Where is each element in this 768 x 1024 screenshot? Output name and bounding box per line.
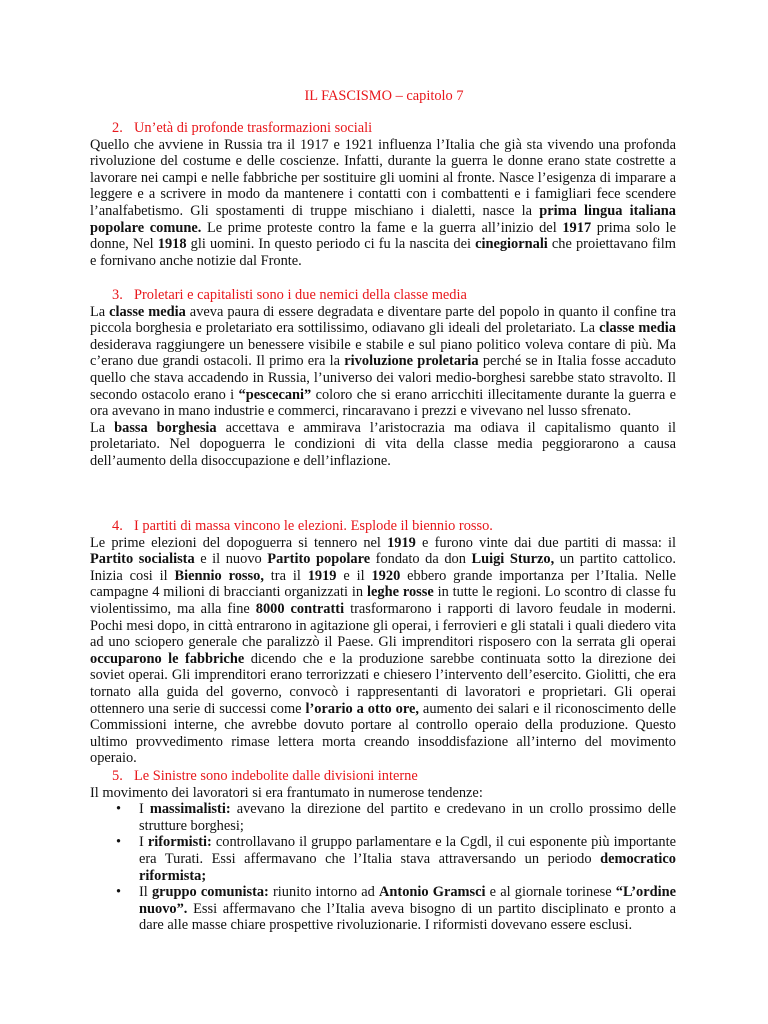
- text-run: coloro che si erano arricchiti illecitamente durante la guerra e ora avevano in mano industrie e commerci, rincaravano i prezzi e vivevano nel lusso sfrenato.: [90, 386, 677, 420]
- bold-text: Biennio rosso,: [174, 567, 264, 584]
- text-run: trasformarono i rapporti di lavoro feudale in moderni. Pochi mesi dopo, in città entrarono in agitazione gli operai, i ferrovieri e gli statali i quali diedero vita ad uno sciopero generale che paralizzò il Paese. Gli imprenditori risposero con la serrata gli operai: [90, 600, 676, 651]
- bold-text: Partito socialista: [90, 551, 195, 568]
- text-run: La: [90, 303, 110, 320]
- list-item: [90, 801, 676, 834]
- text-run: Il movimento dei lavoratori si era frantumato in numerose tendenze:: [90, 784, 483, 801]
- text-run: Quello che avviene in Russia tra il 1917 e 1921 influenza l’Italia che già sta vivendo una profonda rivoluzione del costume e delle coscienze. Infatti, durante la guerra le donne erano state costrette a lavorare nei campi e nelle fabbriche per sostituire gli uomini al fronte. Nasce l’esigenza di imparare a leggere e a scrivere in modo da mantenere i contatti con i combattenti e i famigliari fece scendere l’analfabetismo. Gli spostamenti di truppe mischiano i dialetti, nasce la: [90, 136, 676, 219]
- bold-text: cinegiornali: [475, 236, 548, 253]
- bold-text: massimalisti:: [149, 801, 231, 818]
- bold-text: gruppo comunista:: [151, 884, 269, 901]
- section-5: [90, 768, 676, 934]
- bold-text: Partito popolare: [267, 551, 371, 568]
- section-heading: [90, 518, 676, 535]
- text-run: e il nuovo: [194, 551, 268, 568]
- text-run: dicendo che e la produzione sarebbe continuata sotto la direzione dei soviet operai. Gli imprenditori erano terrorizzati e chiesero l’intervento dell’esercito. Giolitti, che era tornato alla guida del governo, convocò i rappresentanti di lavoratori e proprietari. Gli operai ottennero una serie di successi come: [90, 650, 676, 717]
- section-heading-text: Le Sinistre sono indebolite dalle divisioni interne: [134, 768, 418, 784]
- text-run: ebbero grande importanza per l’Italia. Nelle campagne 4 milioni di braccianti organizzati in: [90, 567, 676, 601]
- text-run: controllavano il gruppo parlamentare e la Cgdl, il cui esponente più importante era Turati. Essi affermavano che l’Italia stava attraversando un periodo: [139, 834, 676, 867]
- text-run: che proiettavano film e fornivano anche notizie dal Fronte.: [90, 236, 676, 269]
- text-run: La: [90, 419, 115, 436]
- text-run: e furono vinte dai due partiti di massa: il: [415, 534, 677, 551]
- section-2: [90, 120, 676, 269]
- section-number: 2.: [112, 120, 123, 136]
- bold-text: occuparono le fabbriche: [90, 650, 245, 667]
- text-run: aumento dei salari e il riconoscimento delle Commissioni interne, che avrebbe dovuto portare al controllo operaio della produzione. Questo ultimo provvedimento rimase lettera morta creando insoddisfazione all’interno del movimento operaio.: [90, 700, 676, 767]
- text-run: I: [139, 801, 150, 818]
- text-run: avevano la direzione del partito e credevano in un crollo prossimo delle strutture borghesi;: [139, 801, 676, 834]
- section-number: 5.: [112, 768, 123, 784]
- text-run: perché se in Italia fosse accaduto quello che stava accadendo in Russia, l’universo dei valori medio-borghesi sarebbe stato stravolto. Il secondo ostacolo erano i: [90, 353, 676, 403]
- bold-text: 1919: [387, 534, 416, 551]
- bold-text: classe media: [599, 320, 677, 337]
- section-heading: [90, 120, 676, 137]
- document-title: IL FASCISMO – capitolo 7: [304, 88, 464, 104]
- section-heading: [90, 768, 676, 785]
- section-3: [90, 287, 676, 470]
- text-run: in tutte le regioni. Lo scontro di classe fu violentissimo, ma alla fine: [90, 584, 677, 617]
- text-run: Essi affermavano che l’Italia aveva bisogno di un partito disciplinato e pronto a dare alle masse chiare prospettive rivoluzionarie. I riformisti dovevano essere esclusi.: [139, 900, 676, 934]
- paragraph: [90, 420, 676, 470]
- section-heading-text: Proletari e capitalisti sono i due nemici della classe media: [134, 287, 467, 303]
- text-run: Il: [139, 884, 152, 901]
- bold-text: Luigi Sturzo,: [471, 551, 555, 568]
- bold-text: l’orario a otto ore,: [305, 700, 419, 717]
- bold-text: prima lingua italiana popolare comune.: [90, 202, 676, 236]
- text-run: aveva paura di essere degradata e diventare parte del popolo in quanto il confine tra piccola borghesia e proletariato era sottilissimo, odiavano gli ideali del proletariato. La: [90, 303, 676, 337]
- section-heading-text: I partiti di massa vincono le elezioni. Esplode il biennio rosso.: [134, 518, 493, 534]
- bold-text: leghe rosse: [366, 584, 434, 601]
- bold-text: 1919: [307, 567, 337, 584]
- section-number: 4.: [112, 518, 123, 534]
- bold-text: 1918: [157, 236, 187, 253]
- text-run: e il: [336, 567, 372, 584]
- list-item: [90, 884, 676, 934]
- text-run: gli uomini. In questo periodo ci fu la nascita dei: [186, 236, 476, 253]
- bold-text: Antonio Gramsci: [379, 884, 486, 901]
- paragraph: [90, 535, 676, 767]
- bold-text: 1917: [562, 219, 592, 236]
- section-heading-text: Un’età di profonde trasformazioni sociali: [134, 120, 373, 136]
- paragraph: [90, 785, 676, 802]
- section-number: 3.: [112, 287, 123, 303]
- bold-text: bassa borghesia: [114, 419, 217, 436]
- text-run: desiderava raggiungere un benessere visibile e stabile e sul piano politico voleva contare di più. Ma c’erano due grandi ostacoli. Il primo era la: [90, 336, 676, 370]
- text-run: prima solo le donne, Nel: [90, 219, 677, 253]
- text-run: Le prime proteste contro la fame e la guerra all’inizio del: [201, 219, 563, 236]
- bold-text: classe media: [109, 303, 186, 320]
- bold-text: riformisti:: [147, 834, 212, 851]
- list-item: [90, 834, 676, 884]
- text-run: I: [139, 834, 148, 851]
- paragraph: [90, 137, 676, 270]
- bold-text: “pescecani”: [238, 386, 312, 403]
- bold-text: democratico riformista;: [139, 850, 676, 884]
- bold-text: rivoluzione proletaria: [344, 353, 479, 370]
- text-run: Le prime elezioni del dopoguerra si tennero nel: [90, 534, 388, 551]
- paragraph: [90, 304, 676, 420]
- text-run: e al giornale torinese: [485, 884, 616, 901]
- text-run: fondato da don: [370, 551, 472, 568]
- bold-text: 1920: [371, 567, 401, 584]
- text-run: tra il: [263, 567, 308, 584]
- text-run: riunito intorno ad: [268, 884, 380, 901]
- section-heading: [90, 287, 676, 304]
- section-4: [90, 518, 676, 767]
- bullet-list: [90, 801, 676, 934]
- text-run: un partito cattolico. Inizia cosi il: [90, 551, 676, 584]
- bold-text: “L’ordine nuovo”.: [139, 884, 677, 917]
- text-run: accettava e ammirava l’aristocrazia ma odiava il capitalismo quanto il proletariato. Nel dopoguerra le condizioni di vita della classe media peggiorarono a causa dell’aumento della disoccupazione e dell’inflazione.: [90, 419, 676, 469]
- bold-text: 8000 contratti: [255, 600, 345, 617]
